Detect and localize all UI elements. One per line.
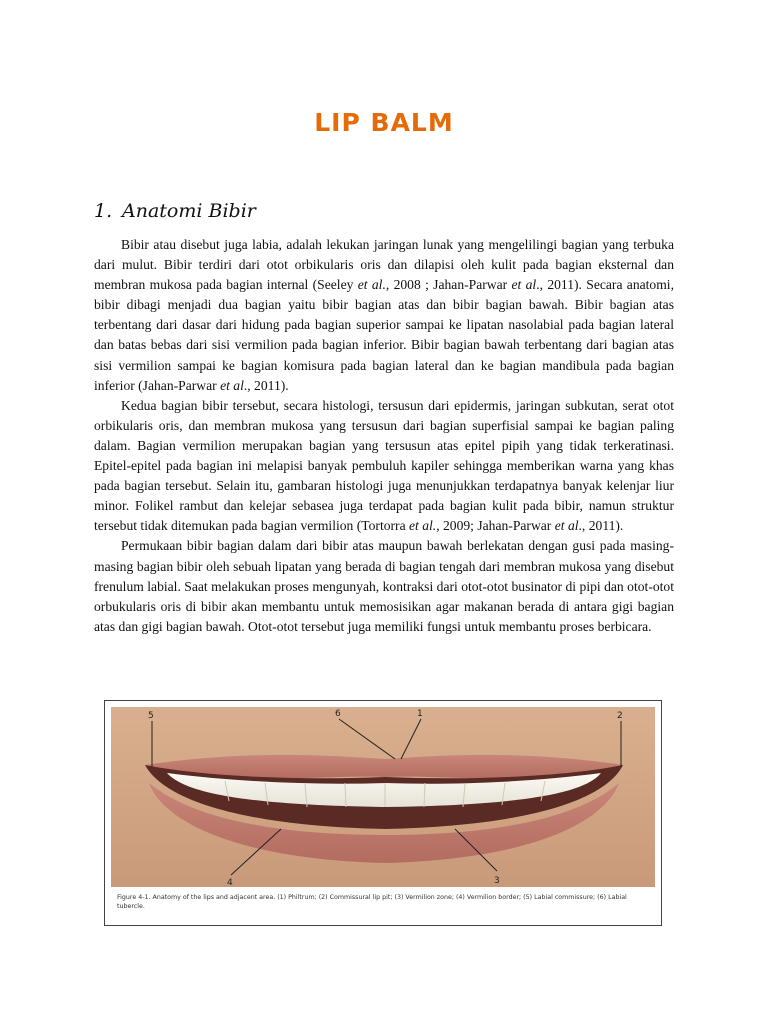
section-number: 1. [94,200,113,222]
italic-run: et al [220,377,244,393]
text-run: , 2008 ; Jahan-Parwar [385,277,512,293]
italic-run: et al [554,518,579,534]
italic-run: et al. [409,518,437,534]
figure-label-6: 6 [335,709,341,719]
text-run: Bibir atau disebut juga labia, adalah lekukan jaringan lunak yang mengelilingi bagian yang terbuka dari mulut. Bibir terdiri dari otot orbikularis oris dan dilapisi oleh kulit pada bagian eksternal dan membran mukosa pada bagian internal (Seeley [94,237,674,293]
italic-run: et al [511,277,537,293]
section-title: Anatomi Bibir [122,200,256,222]
text-run: , 2009; Jahan-Parwar [436,518,555,534]
paragraph [94,235,674,396]
figure-label-2: 2 [617,711,623,721]
figure-caption: Figure 4-1. Anatomy of the lips and adjacent area. (1) Philtrum; (2) Commissural lip pit; (3) Vermilion zone; (4) Vermilion border; (5) Labial commissure; (6) Labial tubercle. [117,894,627,910]
text-run: Kedua bagian bibir tersebut, secara histologi, tersusun dari epidermis, jaringan subkutan, serat otot orbikularis oris, dan membran mukosa yang tersusun dari bagian superfisial sampai ke bagian paling dalam. Bagian vermilion merupakan bagian yang tersusun atas epitel pipih yang tidak terkeratinasi. Epitel-epitel pada bagian ini melapisi banyak pembuluh kapiler sehingga memberikan warna yang khas pada bagian tersebut. Selain itu, gambaran histologi juga menunjukkan terdapatnya banyak kelenjar liur minor. Folikel rambut dan kelejar sebasea juga terdapat pada bagian kulit pada bibir, namun struktur tersebut tidak ditemukan pada bagian vermilion (Tortorra [94,397,674,534]
lips-photo-illustration [105,701,661,925]
text-run: ., 2011). Secara anatomi, bibir dibagi menjadi dua bagian yaitu bibir bagian atas dan bibir bagian bawah. Bibir bagian atas terbentang dari dasar dari hidung pada bagian superior sampai ke lipatan nasolabial pada bagian lateral dan batas bebas dari sisi vermilion pada bagian inferior. Bibir bagian bawah terbentang dari bagian atas sisi vermilion sampai ke bagian komisura pada bagian lateral dan ke bagian mandibula pada bagian inferior (Jahan-Parwar [94,277,674,393]
text-run: ., 2011). [243,377,289,393]
figure-label-5: 5 [148,711,154,721]
section-heading [94,200,256,222]
body-text [94,235,674,637]
italic-run: et al. [357,277,386,293]
figure-label-4: 4 [227,878,233,888]
page-title: LIP BALM [314,108,454,137]
paragraph [94,396,674,537]
figure-label-1: 1 [417,709,423,719]
lips-anatomy-figure [104,700,662,926]
text-run: ., 2011). [578,518,624,534]
figure-label-3: 3 [494,876,500,886]
paragraph [94,536,674,636]
text-run: Permukaan bibir bagian dalam dari bibir atas maupun bawah berlekatan dengan gusi pada masing-masing bagian bibir oleh sebuah lipatan yang berada di bagian tengah dari membran mukosa yang disebut frenulum labial. Saat melakukan proses mengunyah, kontraksi dari otot-otot businator di pipi dan otot-otot orbukularis oris di bibir akan membantu untuk memosisikan agar makanan berada di antara gigi bagian atas dan gigi bagian bawah. Otot-otot tersebut juga memiliki fungsi untuk membantu proses berbicara. [94,538,674,634]
